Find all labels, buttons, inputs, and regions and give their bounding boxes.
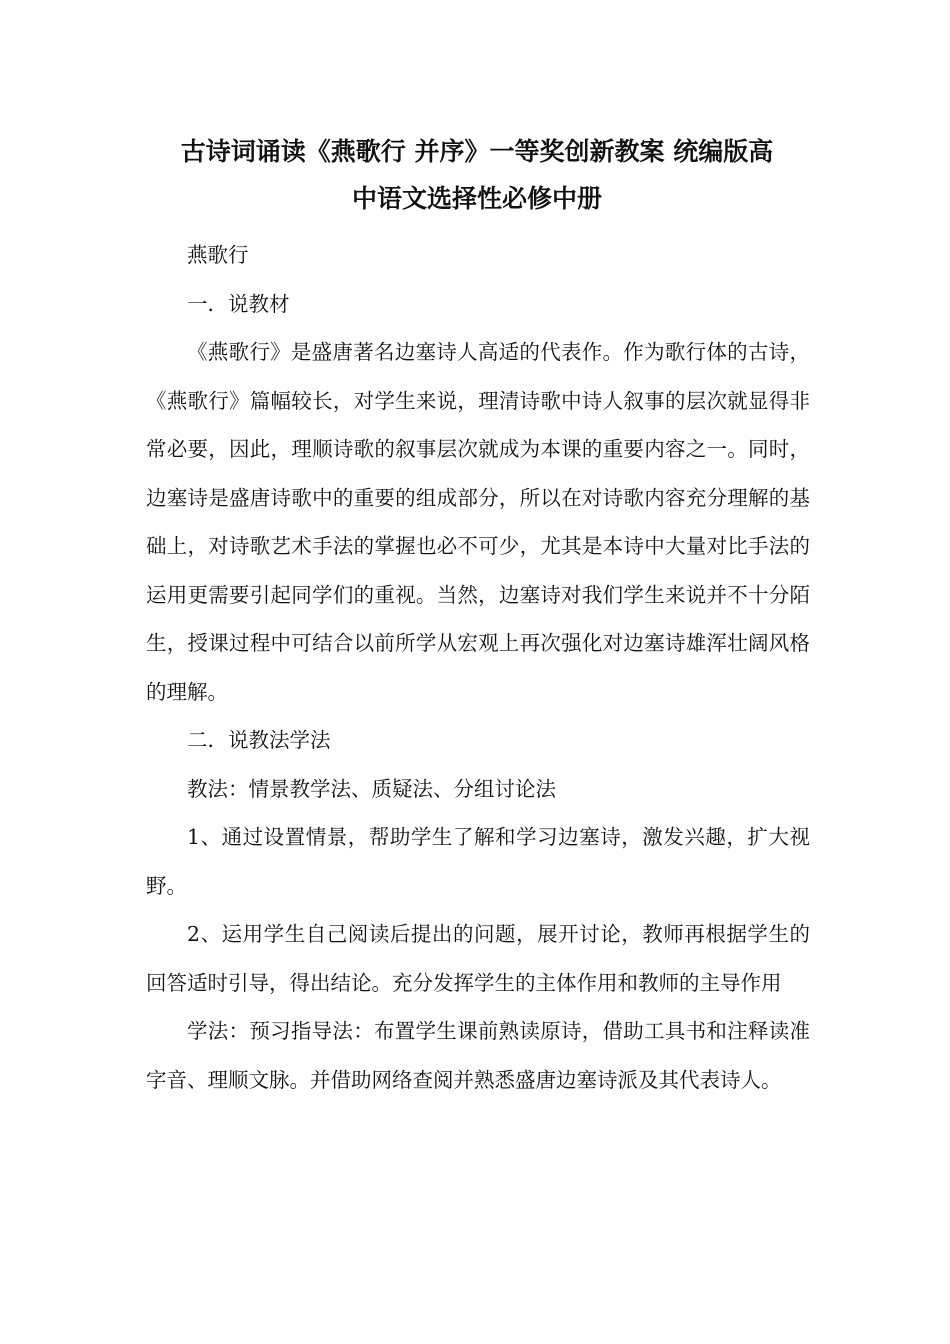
poem-name: 燕歌行 bbox=[187, 243, 249, 267]
document-title bbox=[148, 128, 806, 222]
paragraph-textbook: 《燕歌行》是盛唐著名边塞诗人高适的代表作。作为歌行体的古诗，《燕歌行》篇幅较长，对学生来说，理清诗歌中诗人叙事的层次就显得非常必要，因此，理顺诗歌的叙事层次就成为本课的重要内容之一。同时，边塞诗是盛唐诗歌中的重要的组成部分，所以在对诗歌内容充分理解的基础上，对诗歌艺术手法的掌握也必不可少，尤其是本诗中大量对比手法的运用更需要引起同学们的重视。当然，边塞诗对我们学生来说并不十分陌生，授课过程中可结合以前所学从宏观上再次强化对边塞诗雄浑壮阔风格的理解。 bbox=[146, 340, 810, 704]
document-body bbox=[146, 231, 810, 1104]
paragraph-learning-methods: 学法：预习指导法：布置学生课前熟读原诗，借助工具书和注释读准字音、理顺文脉。并借助网络查阅并熟悉盛唐边塞诗派及其代表诗人。 bbox=[146, 1019, 810, 1092]
section-heading-1: 一．说教材 bbox=[187, 291, 290, 316]
title-line-1: 古诗词诵读《燕歌行 并序》一等奖创新教案 统编版高 bbox=[180, 137, 774, 166]
paragraph-teaching-methods: 教法：情景教学法、质疑法、分组讨论法 bbox=[187, 776, 556, 801]
section-heading-2: 二．说教法学法 bbox=[187, 728, 331, 752]
paragraph-method-1: 1、通过设置情景，帮助学生了解和学习边塞诗，激发兴趣，扩大视野。 bbox=[146, 825, 810, 898]
paragraph-method-2: 2、运用学生自己阅读后提出的问题，展开讨论，教师再根据学生的回答适时引导，得出结论。充分发挥学生的主体作用和教师的主导作用 bbox=[146, 922, 810, 995]
title-line-2: 中语文选择性必修中册 bbox=[351, 184, 602, 213]
